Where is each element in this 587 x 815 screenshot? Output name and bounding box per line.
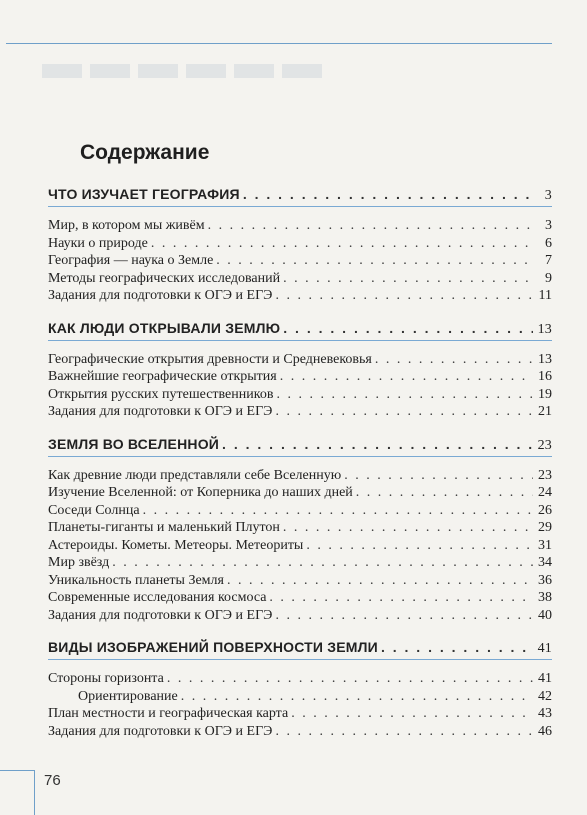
toc-entry-label: Современные исследования космоса xyxy=(48,590,267,605)
toc-entry[interactable] xyxy=(48,572,552,590)
toc-entry-page: 38 xyxy=(538,590,552,605)
dot-leader xyxy=(275,403,533,421)
section-page-number: 23 xyxy=(537,437,552,453)
dot-leader xyxy=(275,723,533,741)
toc-entry-label: План местности и географическая карта xyxy=(48,706,289,721)
section-page-number: 13 xyxy=(537,321,552,337)
dot-leader xyxy=(112,554,533,572)
dot-leader xyxy=(151,235,533,253)
toc-entry[interactable] xyxy=(48,351,552,369)
toc-entry[interactable] xyxy=(48,252,552,270)
section-heading-label: ЧТО ИЗУЧАЕТ ГЕОГРАФИЯ xyxy=(48,186,240,202)
toc-entry-label: География — наука о Земле xyxy=(48,253,214,268)
toc-entry[interactable] xyxy=(48,670,552,688)
section-heading[interactable] xyxy=(48,432,552,457)
toc-entry-page: 36 xyxy=(538,572,552,588)
toc-entry[interactable] xyxy=(48,519,552,537)
dot-leader xyxy=(216,252,533,270)
dot-leader xyxy=(227,572,533,590)
toc-entry[interactable] xyxy=(48,723,552,741)
top-rule xyxy=(6,43,552,44)
toc-entry-label: Как древние люди представляли себе Вселенную xyxy=(48,467,342,483)
section-heading-label: ЗЕМЛЯ ВО ВСЕЛЕННОЙ xyxy=(48,435,220,452)
section-heading-label: КАК ЛЮДИ ОТКРЫВАЛИ ЗЕМЛЮ xyxy=(48,319,281,336)
dot-leader xyxy=(208,217,533,235)
toc-section xyxy=(48,635,552,740)
toc-entry-label: Уникальность планеты Земля xyxy=(48,572,224,588)
dot-leader xyxy=(143,502,533,520)
section-heading[interactable] xyxy=(48,316,552,341)
toc-entry-label: Мир, в котором мы живём xyxy=(48,218,205,233)
dot-leader xyxy=(283,270,533,288)
dot-leader xyxy=(344,467,533,485)
toc-entry-label: Важнейшие географические открытия xyxy=(48,369,277,384)
toc-entry[interactable] xyxy=(48,688,552,706)
dot-leader xyxy=(280,368,533,386)
toc-entry[interactable] xyxy=(48,467,552,485)
dot-leader xyxy=(356,484,533,502)
dot-leader xyxy=(181,688,533,706)
toc-entry-page: 34 xyxy=(538,555,552,570)
toc-entry-page: 3 xyxy=(545,218,552,233)
toc-entry[interactable] xyxy=(48,502,552,520)
toc-entry-page: 13 xyxy=(538,351,552,367)
toc-entry-page: 29 xyxy=(538,520,552,535)
toc-entry-page: 43 xyxy=(538,706,552,721)
dot-leader xyxy=(283,316,533,340)
dot-leader xyxy=(375,351,533,369)
toc-entry-page: 11 xyxy=(538,288,552,303)
toc-entry-page: 6 xyxy=(545,235,552,251)
toc-entry-label: Ориентирование xyxy=(78,688,178,704)
bleed-through-text xyxy=(42,64,322,78)
toc-entry-label: Соседи Солнца xyxy=(48,502,140,518)
toc-entry-page: 40 xyxy=(538,607,552,623)
dot-leader xyxy=(275,287,533,305)
toc-entry[interactable] xyxy=(48,287,552,305)
section-page-number: 3 xyxy=(544,188,552,203)
toc-entry-page: 31 xyxy=(538,537,552,553)
page-title: Содержание xyxy=(80,141,210,164)
toc-entry[interactable] xyxy=(48,589,552,607)
toc-entry-page: 16 xyxy=(538,369,552,384)
toc-entry-page: 41 xyxy=(538,671,552,686)
toc-entry-label: Географические открытия древности и Средневековья xyxy=(48,351,372,367)
page-number: 76 xyxy=(44,772,61,789)
footer-rule xyxy=(0,770,34,771)
dot-leader xyxy=(243,182,533,206)
toc-entry-label: Задания для подготовки к ОГЭ и ЕГЭ xyxy=(48,607,273,623)
dot-leader xyxy=(275,607,533,625)
section-page-number: 41 xyxy=(537,641,552,656)
toc-entry-label: Изучение Вселенной: от Коперника до наших дней xyxy=(48,485,353,500)
toc-entry-label: Стороны горизонта xyxy=(48,671,164,686)
footer-rule-vertical xyxy=(34,770,35,815)
toc-entry-page: 26 xyxy=(538,502,552,518)
toc-entry[interactable] xyxy=(48,368,552,386)
toc-entry-label: Задания для подготовки к ОГЭ и ЕГЭ xyxy=(48,723,273,739)
toc-section xyxy=(48,316,552,421)
toc-entry[interactable] xyxy=(48,235,552,253)
section-heading-label: ВИДЫ ИЗОБРАЖЕНИЙ ПОВЕРХНОСТИ ЗЕМЛИ xyxy=(48,639,378,655)
toc-entry-page: 23 xyxy=(538,467,552,483)
dot-leader xyxy=(291,705,533,723)
dot-leader xyxy=(167,670,533,688)
toc-entry-label: Задания для подготовки к ОГЭ и ЕГЭ xyxy=(48,404,273,419)
toc-entry-page: 19 xyxy=(538,386,552,402)
dot-leader xyxy=(269,589,533,607)
toc-entry[interactable] xyxy=(48,484,552,502)
toc-entry-page: 42 xyxy=(538,688,552,704)
toc-entry-label: Открытия русских путешественников xyxy=(48,386,274,402)
toc-entry-label: Задания для подготовки к ОГЭ и ЕГЭ xyxy=(48,288,273,303)
toc-entry-page: 9 xyxy=(545,270,552,286)
toc-entry-page: 24 xyxy=(538,485,552,500)
section-heading[interactable] xyxy=(48,635,552,660)
toc-entry-label: Мир звёзд xyxy=(48,555,110,570)
section-heading[interactable] xyxy=(48,182,552,207)
toc-entry[interactable] xyxy=(48,386,552,404)
table-of-contents xyxy=(48,182,552,751)
toc-entry[interactable] xyxy=(48,705,552,723)
dot-leader xyxy=(381,635,533,659)
toc-entry-label: Методы географических исследований xyxy=(48,270,281,286)
toc-entry[interactable] xyxy=(48,537,552,555)
toc-section xyxy=(48,182,552,305)
toc-entry[interactable] xyxy=(48,403,552,421)
toc-entry-page: 21 xyxy=(538,404,552,419)
dot-leader xyxy=(283,519,533,537)
toc-entry[interactable] xyxy=(48,554,552,572)
toc-section xyxy=(48,432,552,625)
toc-entry[interactable] xyxy=(48,607,552,625)
dot-leader xyxy=(222,432,533,456)
dot-leader xyxy=(306,537,533,555)
toc-entry-page: 7 xyxy=(545,253,552,268)
dot-leader xyxy=(276,386,533,404)
toc-entry[interactable] xyxy=(48,217,552,235)
toc-entry-label: Астероиды. Кометы. Метеоры. Метеориты xyxy=(48,537,304,553)
toc-entry[interactable] xyxy=(48,270,552,288)
toc-entry-label: Науки о природе xyxy=(48,235,148,251)
toc-entry-page: 46 xyxy=(538,723,552,739)
toc-entry-label: Планеты-гиганты и маленький Плутон xyxy=(48,520,280,535)
